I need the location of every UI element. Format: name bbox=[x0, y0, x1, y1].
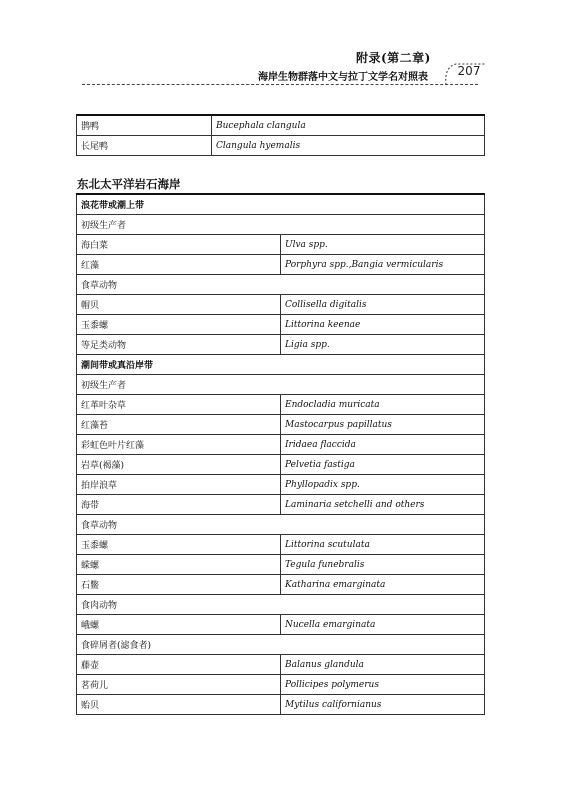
table-row bbox=[77, 115, 485, 136]
latin-name-cell: Katharina emarginata bbox=[281, 575, 485, 595]
chinese-name-cell: 岩草(褐藻) bbox=[77, 455, 281, 475]
chinese-name-cell: 彩虹色叶片红藻 bbox=[77, 435, 281, 455]
table-row bbox=[77, 295, 485, 315]
table-row bbox=[77, 335, 485, 355]
latin-name-cell: Clangula hyemalis bbox=[212, 136, 485, 156]
latin-name-cell: Laminaria setchelli and others bbox=[281, 495, 485, 515]
chinese-name-cell: 红革叶杂草 bbox=[77, 395, 281, 415]
chinese-name-cell: 海带 bbox=[77, 495, 281, 515]
latin-name-cell: Mytilus californianus bbox=[281, 695, 485, 715]
header-divider bbox=[82, 84, 478, 85]
chinese-name-cell: 鹊鸭 bbox=[77, 115, 212, 136]
header-title: 附录(第二章) bbox=[356, 51, 431, 65]
latin-name-cell: Phyllopadix spp. bbox=[281, 475, 485, 495]
latin-name-cell: Iridaea flaccida bbox=[281, 435, 485, 455]
table-row bbox=[77, 655, 485, 675]
category-cell: 食肉动物 bbox=[77, 595, 485, 615]
category-cell: 食碎屑者(滤食者) bbox=[77, 635, 485, 655]
page-number-text: 207 bbox=[457, 64, 481, 78]
table-row bbox=[77, 255, 485, 275]
category-row bbox=[77, 375, 485, 395]
table-row bbox=[77, 455, 485, 475]
category-cell: 食草动物 bbox=[77, 515, 485, 535]
latin-name-cell: Mastocarpus papillatus bbox=[281, 415, 485, 435]
chinese-name-cell: 等足类动物 bbox=[77, 335, 281, 355]
zone-heading-cell: 浪花带或潮上带 bbox=[77, 194, 485, 215]
category-row bbox=[77, 215, 485, 235]
page-number bbox=[448, 59, 490, 85]
latin-name-cell: Littorina keenae bbox=[281, 315, 485, 335]
category-cell: 初级生产者 bbox=[77, 375, 485, 395]
table-row bbox=[77, 695, 485, 715]
main-name-table bbox=[76, 193, 485, 715]
latin-name-cell: Nucella emarginata bbox=[281, 615, 485, 635]
latin-name-cell: Pollicipes polymerus bbox=[281, 675, 485, 695]
latin-name-cell: Ligia spp. bbox=[281, 335, 485, 355]
table-row bbox=[77, 675, 485, 695]
table-row bbox=[77, 615, 485, 635]
zone-heading-row bbox=[77, 355, 485, 375]
chinese-name-cell: 帽贝 bbox=[77, 295, 281, 315]
table-row bbox=[77, 315, 485, 335]
zone-heading-row bbox=[77, 194, 485, 215]
chinese-name-cell: 石鳖 bbox=[77, 575, 281, 595]
category-row bbox=[77, 515, 485, 535]
category-row bbox=[77, 635, 485, 655]
table-row bbox=[77, 535, 485, 555]
table-row bbox=[77, 435, 485, 455]
latin-name-cell: Littorina scutulata bbox=[281, 535, 485, 555]
latin-name-cell: Bucephala clangula bbox=[212, 115, 485, 136]
table-row bbox=[77, 395, 485, 415]
chinese-name-cell: 茗荷儿 bbox=[77, 675, 281, 695]
chinese-name-cell: 藤壶 bbox=[77, 655, 281, 675]
category-row bbox=[77, 595, 485, 615]
latin-name-cell: Tegula funebralis bbox=[281, 555, 485, 575]
chinese-name-cell: 贻贝 bbox=[77, 695, 281, 715]
table-row bbox=[77, 415, 485, 435]
section-heading: 东北太平洋岩石海岸 bbox=[77, 177, 181, 191]
table-row bbox=[77, 475, 485, 495]
chinese-name-cell: 红藻苔 bbox=[77, 415, 281, 435]
chinese-name-cell: 玉黍螺 bbox=[77, 315, 281, 335]
latin-name-cell: Porphyra spp.,Bangia vermicularis bbox=[281, 255, 485, 275]
chinese-name-cell: 峨螺 bbox=[77, 615, 281, 635]
table-row bbox=[77, 575, 485, 595]
table-row bbox=[77, 235, 485, 255]
chinese-name-cell: 蝾螺 bbox=[77, 555, 281, 575]
zone-heading-cell: 潮间带或真沿岸带 bbox=[77, 355, 485, 375]
chinese-name-cell: 长尾鸭 bbox=[77, 136, 212, 156]
category-row bbox=[77, 275, 485, 295]
category-cell: 初级生产者 bbox=[77, 215, 485, 235]
latin-name-cell: Balanus glandula bbox=[281, 655, 485, 675]
chinese-name-cell: 红藻 bbox=[77, 255, 281, 275]
latin-name-cell: Collisella digitalis bbox=[281, 295, 485, 315]
chinese-name-cell: 玉黍螺 bbox=[77, 535, 281, 555]
header-subtitle: 海岸生物群落中文与拉丁文学名对照表 bbox=[258, 72, 428, 83]
latin-name-cell: Ulva spp. bbox=[281, 235, 485, 255]
chinese-name-cell: 拍岸浪草 bbox=[77, 475, 281, 495]
latin-name-cell: Pelvetia fastiga bbox=[281, 455, 485, 475]
category-cell: 食草动物 bbox=[77, 275, 485, 295]
latin-name-cell: Endocladia muricata bbox=[281, 395, 485, 415]
table-row bbox=[77, 555, 485, 575]
table-row bbox=[77, 495, 485, 515]
top-name-table bbox=[76, 114, 485, 156]
main-table-body bbox=[77, 194, 485, 715]
table-row bbox=[77, 136, 485, 156]
top-table-body bbox=[77, 115, 485, 156]
chinese-name-cell: 海白菜 bbox=[77, 235, 281, 255]
